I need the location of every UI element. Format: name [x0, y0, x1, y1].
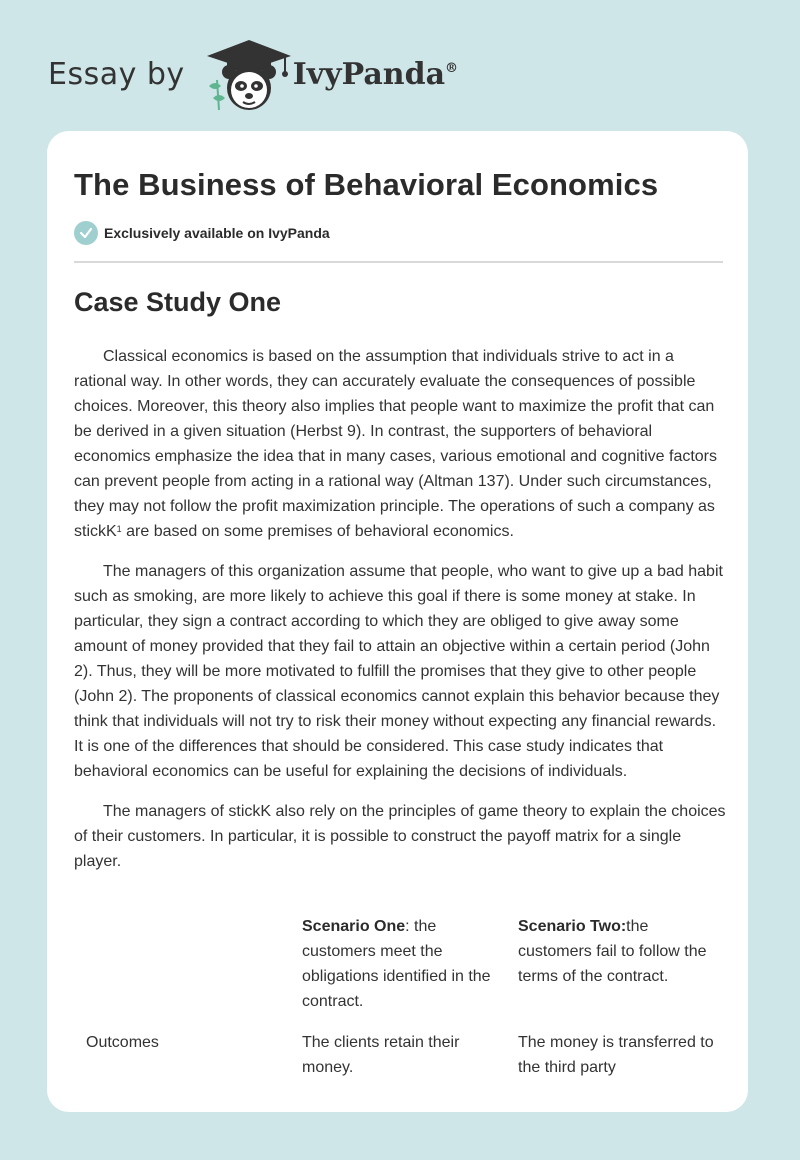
panda-graduate-icon — [199, 36, 291, 112]
footnote-ref[interactable]: 1 — [116, 524, 122, 534]
exclusive-badge — [74, 221, 330, 245]
paragraph-2: The managers of this organization assume that people, who want to give up a bad habit such as smoking, are more likely to achieve this goal if there is some money at stake. In particular, they sign a contract according to which they are obliged to give away some amount of money provided that they fail to attain an objective within a certain period (John 2). Thus, they will be more motivated to fulfill the promises that they give to other people (John 2). The proponents of classical economics cannot explain this behavior because they think that individuals will not try to risk their money without expecting any financial rewards. It is one of the differences that should be considered. This case study indicates that behavioral economics can be useful for explaining the decisions of individuals. — [74, 563, 723, 780]
payoff-header-row — [74, 914, 726, 1014]
divider — [74, 261, 723, 263]
scenario-one-cell — [302, 914, 518, 1014]
exclusive-label: Exclusively available on IvyPanda — [104, 225, 330, 241]
paragraph-1 — [74, 344, 726, 544]
brand-name — [293, 57, 458, 92]
paragraph-1-tail: are based on some premises of behavioral economics. — [121, 523, 514, 540]
essay-card — [47, 131, 748, 1112]
registered-mark: ® — [445, 60, 459, 76]
scenario-two-cell — [518, 914, 726, 1014]
essay-title: The Business of Behavioral Economics — [74, 167, 659, 202]
paragraph-1-text: Classical economics is based on the assumption that individuals strive to act in a rational way. In other words, they can accurately evaluate the consequences of possible choices. Moreover, this theory also implies that people want to maximize the profit that can be derived in a given situation (Herbst 9). In contrast, the supporters of behavioral economics emphasize the idea that in many cases, various emotional and cognitive factors can prevent people from acting in a rational way (Altman 137). Under such circumstances, they may not follow the profit maximization principle. The operations of such a company as stickK — [74, 348, 718, 540]
section-heading: Case Study One — [74, 287, 282, 317]
payoff-outcomes-row — [74, 1030, 726, 1080]
scenario-one-text: : the customers meet the obligations identified in the contract. — [302, 918, 491, 1010]
payoff-corner-cell — [74, 914, 302, 1014]
paragraph-3: The managers of stickK also rely on the principles of game theory to explain the choices of their customers. In particular, it is possible to construct the payoff matrix for a single player. — [74, 803, 726, 870]
scenario-one-label: Scenario One — [302, 918, 406, 935]
essay-body — [74, 344, 726, 889]
outcome-one: The clients retain their money. — [302, 1034, 460, 1076]
check-circle-icon — [74, 221, 98, 245]
brand-text: IvyPanda — [292, 56, 446, 92]
outcome-two: The money is transferred to the third party — [518, 1034, 714, 1076]
payoff-matrix — [74, 914, 726, 1080]
site-header — [48, 36, 548, 112]
scenario-two-label: Scenario Two: — [518, 918, 627, 935]
scenario-two-text: the customers fail to follow the terms of the contract. — [518, 918, 707, 985]
outcomes-label: Outcomes — [86, 1034, 159, 1051]
essay-by-label: Essay by — [48, 56, 185, 92]
